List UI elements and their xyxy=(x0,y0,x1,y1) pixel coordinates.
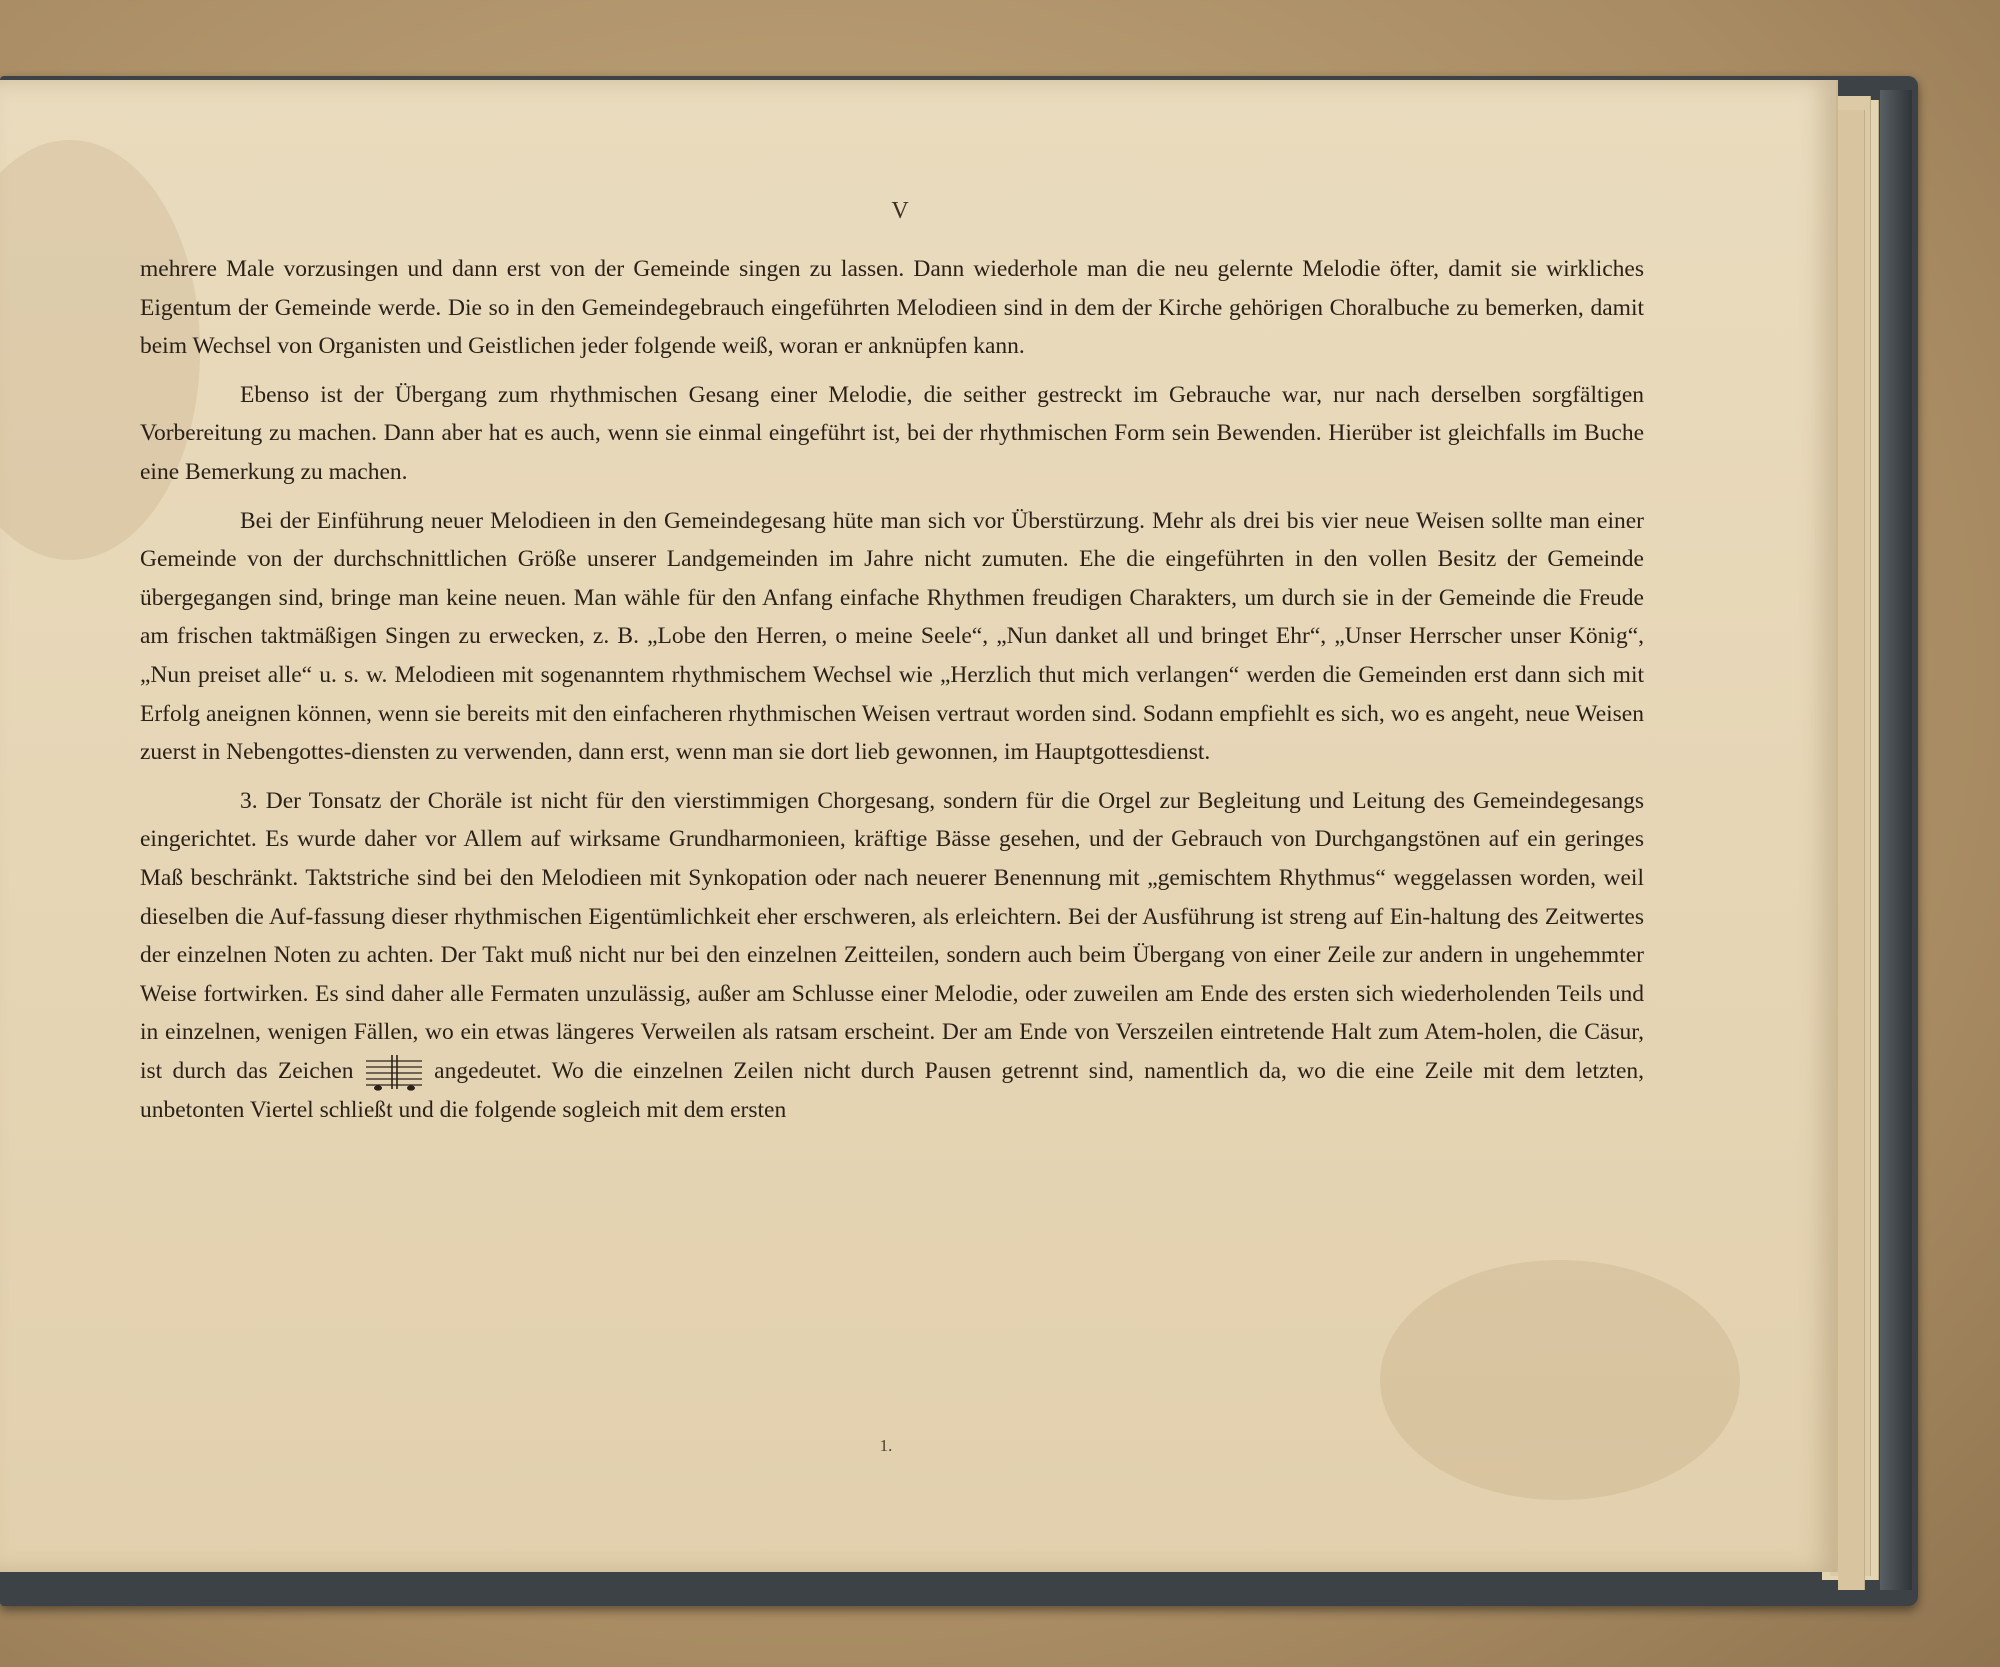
paragraph-text: angedeutet. Wo die einzelnen Zeilen nicht durch Pausen getrennt sind, namentlich da, wo die eine Zeile mit dem letzten, unbetonten Viertel schließt und die folgende sogleich mit dem ersten xyxy=(140,1057,1645,1124)
page-number: V xyxy=(891,198,909,224)
paragraph: mehrere Male vorzusingen und dann erst von der Gemeinde singen zu lassen. Dann wiederhole man die neu gelernte Melodie öfter, damit sie wirkliches Eigentum der Gemeinde werde. Die so in den Gemeindegebrauch eingeführten Melodieen sind in dem der Kirche gehörigen Choralbuche zu bemerken, damit beim Wechsel von Organisten und Geistlichen jeder folgende weiß, woran er anknüpfen kann. xyxy=(140,256,1644,360)
body-text xyxy=(140,250,1644,1130)
paragraph xyxy=(140,782,1644,1130)
paper-stain xyxy=(1380,1260,1740,1500)
caesura-sign-icon xyxy=(364,1053,424,1091)
paragraph: Ebenso ist der Übergang zum rhythmischen Gesang einer Melodie, die seither gestreckt im Gebrauche war, nur nach derselben sorgfältigen Vorbereitung zu machen. Dann aber hat es auch, wenn sie einmal eingeführt ist, bei der rhythmischen Form sein Bewenden. Hierüber ist gleichfalls im Buche eine Bemerkung zu machen. xyxy=(140,381,1644,485)
paragraph-text: 3. Der Tonsatz der Choräle ist nicht für den vierstimmigen Chorgesang, sondern für die Orgel zur Begleitung und Leitung des Gemeindegesangs eingerichtet. Es wurde daher vor Allem auf wirksame Grundharmonieen, kräftige Bässe gesehen, und der Gebrauch von Durchgangstönen auf ein geringes Maß beschränkt. Taktstriche sind bei den Melodieen mit Synkopation oder nach neuerer Benennung mit „gemischtem Rhythmus“ weggelassen worden, weil dieselben die Auf-fassung dieser rhythmischen Eigentümlichkeit eher erschweren, als erleichtern. Bei der Ausführung ist streng auf Ein-haltung des Zeitwertes der einzelnen Noten zu achten. Der Takt muß nicht nur bei den einzelnen Zeitteilen, sondern auch beim Übergang von einer Zeile zur andern in ungehemmter Weise fortwirken. Es sind daher alle Fermaten unzulässig, außer am Schlusse einer Melodie, oder zuweilen am Ende des ersten sich wiederholenden Teils und in einzelnen, wenigen Fällen, wo ein etwas längeres Verweilen als ratsam erscheint. Der am Ende von Verszeilen eintretende Halt zum Atem-holen, die Cäsur, ist durch das Zeichen xyxy=(140,787,1644,1084)
book-cover-edge xyxy=(1880,90,1912,1590)
signature-mark: 1. xyxy=(879,1436,893,1455)
paragraph: Bei der Einführung neuer Melodieen in den Gemeindegesang hüte man sich vor Überstürzung. Mehr als drei bis vier neue Weisen sollte man einer Gemeinde von der durchschnittlichen Größe unserer Landgemeinden im Jahre nicht zumuten. Ehe die eingeführten in den vollen Besitz der Gemeinde übergegangen sind, bringe man keine neuen. Man wähle für den Anfang einfache Rhythmen freudigen Charakters, um durch sie in der Gemeinde die Freude am frischen taktmäßigen Singen zu erwecken, z. B. „Lobe den Herren, o meine Seele“, „Nun danket all und bringet Ehr“, „Unser Herrscher unser König“, „Nun preiset alle“ u. s. w. Melodieen mit sogenanntem rhythmischem Wechsel wie „Herzlich thut mich verlangen“ werden die Gemeinden erst dann sich mit Erfolg aneignen können, wenn sie bereits mit den einfacheren rhythmischen Weisen vertraut worden sind. Sodann empfiehlt es sich, wo es angeht, neue Weisen zuerst in Nebengottes-diensten zu verwenden, dann erst, wenn man sie dort lieb gewonnen, im Hauptgottesdienst. xyxy=(140,507,1644,766)
page-edges xyxy=(1838,110,1865,1590)
